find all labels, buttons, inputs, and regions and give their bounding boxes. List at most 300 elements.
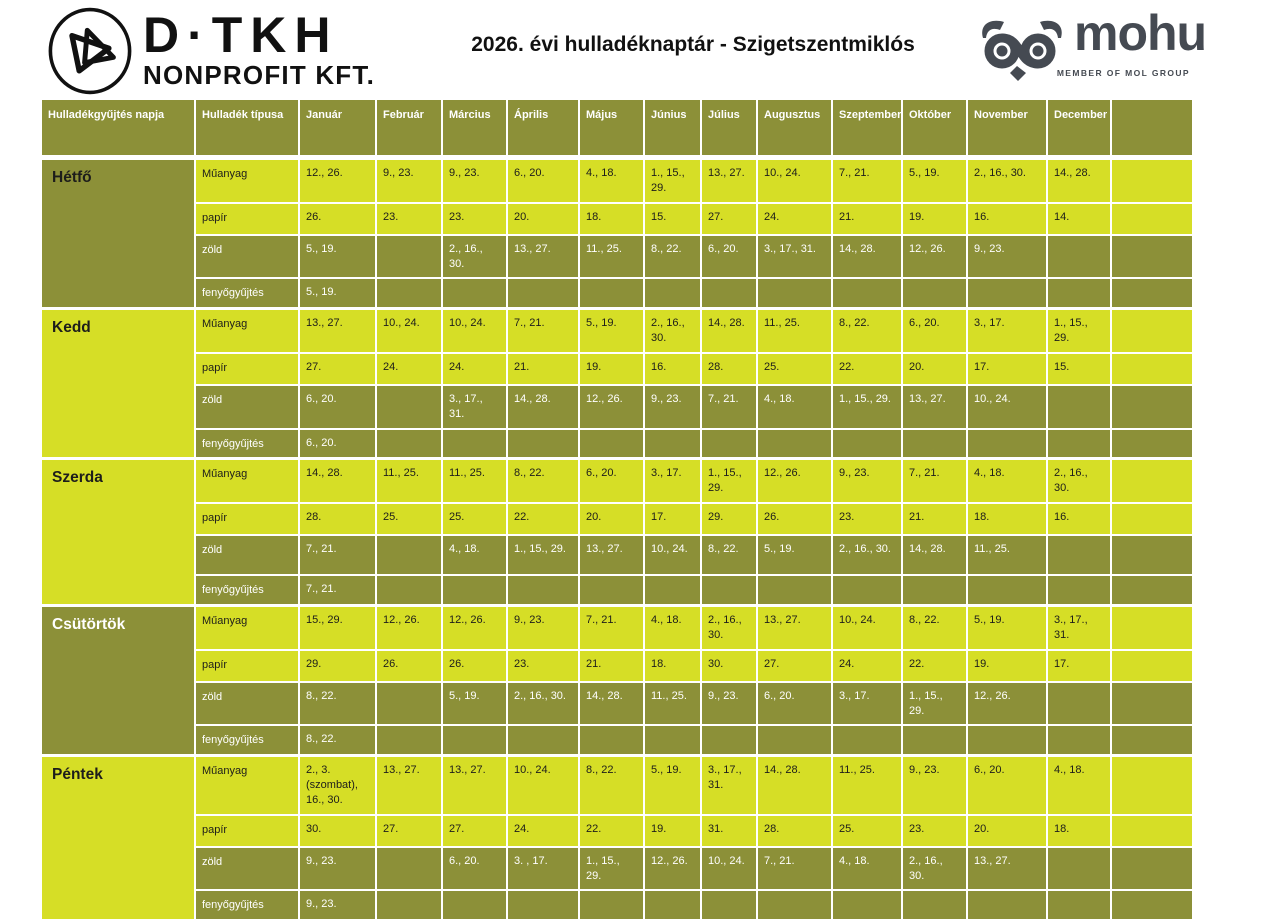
- date-cell: 1., 15., 29.: [903, 683, 966, 725]
- date-cell: 14.: [1048, 204, 1110, 234]
- waste-type-label: fenyőgyűjtés: [196, 891, 298, 919]
- date-cell: 30.: [702, 651, 756, 681]
- date-cell: 12., 26.: [580, 386, 643, 428]
- date-cell: 12., 26.: [300, 160, 375, 202]
- day-block: [42, 460, 1192, 604]
- date-cell: 7., 21.: [300, 536, 375, 574]
- date-cell: 10., 24.: [443, 310, 506, 352]
- date-cell-empty: [758, 891, 831, 919]
- trailing-empty-cell: [1112, 236, 1192, 278]
- column-header: Hulladék típusa: [196, 100, 298, 155]
- column-header: Március: [443, 100, 506, 155]
- date-cell: 21.: [903, 504, 966, 534]
- date-cell: 7., 21.: [903, 460, 966, 502]
- date-cell: 2., 16., 30.: [443, 236, 506, 278]
- mohu-owl-icon: [976, 16, 1068, 82]
- date-cell: 3., 17., 31.: [758, 236, 831, 278]
- date-cell-empty: [377, 576, 441, 604]
- date-cell-empty: [443, 891, 506, 919]
- trailing-empty-cell: [1112, 683, 1192, 725]
- date-cell: 27.: [300, 354, 375, 384]
- date-cell: 26.: [377, 651, 441, 681]
- date-cell: 13., 27.: [508, 236, 578, 278]
- date-cell: 17.: [1048, 651, 1110, 681]
- date-cell: 4., 18.: [580, 160, 643, 202]
- dtkh-logotype: [143, 7, 376, 90]
- date-cell-empty: [833, 279, 901, 307]
- date-cell: 28.: [300, 504, 375, 534]
- date-cell: 12., 26.: [903, 236, 966, 278]
- date-cell-empty: [968, 430, 1046, 458]
- date-cell: 8., 22.: [833, 310, 901, 352]
- date-cell: 9., 23.: [300, 848, 375, 890]
- date-cell: 6., 20.: [758, 683, 831, 725]
- date-cell: 5., 19.: [300, 279, 375, 307]
- date-cell: 23.: [377, 204, 441, 234]
- date-cell: 7., 21.: [833, 160, 901, 202]
- date-cell: 14., 28.: [1048, 160, 1110, 202]
- date-cell-empty: [833, 891, 901, 919]
- date-cell: 5., 19.: [968, 607, 1046, 649]
- date-cell: 24.: [833, 651, 901, 681]
- date-cell: 2., 16., 30.: [903, 848, 966, 890]
- date-cell: 12., 26.: [443, 607, 506, 649]
- date-cell: 21.: [580, 651, 643, 681]
- date-cell: 14., 28.: [300, 460, 375, 502]
- date-cell: 2., 16., 30.: [645, 310, 700, 352]
- date-cell: 14., 28.: [833, 236, 901, 278]
- trailing-empty-cell: [1112, 204, 1192, 234]
- date-cell: 13., 27.: [758, 607, 831, 649]
- date-cell: 13., 27.: [300, 310, 375, 352]
- date-cell: 5., 19.: [443, 683, 506, 725]
- waste-type-label: papír: [196, 816, 298, 846]
- date-cell: 9., 23.: [903, 757, 966, 814]
- date-cell-empty: [758, 279, 831, 307]
- date-cell-empty: [443, 430, 506, 458]
- date-cell: 2., 16., 30.: [508, 683, 578, 725]
- date-cell: 26.: [443, 651, 506, 681]
- date-cell: 3., 17., 31.: [702, 757, 756, 814]
- date-cell: 4., 18.: [645, 607, 700, 649]
- date-cell-empty: [580, 726, 643, 754]
- date-cell: 13., 27.: [702, 160, 756, 202]
- date-cell: 25.: [377, 504, 441, 534]
- date-cell: 6., 20.: [903, 310, 966, 352]
- date-cell: 3., 17., 31.: [443, 386, 506, 428]
- date-cell: 22.: [903, 651, 966, 681]
- page-title: 2026. évi hulladéknaptár - Szigetszentmiklós: [471, 33, 915, 56]
- date-cell-empty: [508, 430, 578, 458]
- date-cell: 6., 20.: [300, 386, 375, 428]
- date-cell: 6., 20.: [300, 430, 375, 458]
- date-cell-empty: [702, 726, 756, 754]
- date-cell-empty: [833, 726, 901, 754]
- waste-type-label: papír: [196, 504, 298, 534]
- date-cell: 1., 15., 29.: [1048, 310, 1110, 352]
- date-cell-empty: [1048, 891, 1110, 919]
- date-cell: 6., 20.: [968, 757, 1046, 814]
- column-header: Május: [580, 100, 643, 155]
- day-block: [42, 607, 1192, 754]
- date-cell: 16.: [645, 354, 700, 384]
- date-cell: 4., 18.: [1048, 757, 1110, 814]
- date-cell: 26.: [300, 204, 375, 234]
- date-cell-empty: [1048, 576, 1110, 604]
- date-cell: 11., 25.: [645, 683, 700, 725]
- date-cell-empty: [645, 576, 700, 604]
- date-cell: 24.: [758, 204, 831, 234]
- waste-type-label: Műanyag: [196, 607, 298, 649]
- date-cell: 19.: [968, 651, 1046, 681]
- date-cell: 11., 25.: [377, 460, 441, 502]
- date-cell: 27.: [443, 816, 506, 846]
- waste-type-label: zöld: [196, 386, 298, 428]
- column-header: Hulladékgyűjtés napja: [42, 100, 194, 155]
- date-cell: 1., 15., 29.: [702, 460, 756, 502]
- date-cell: 18.: [1048, 816, 1110, 846]
- date-cell: 15.: [1048, 354, 1110, 384]
- trailing-empty-cell: [1112, 354, 1192, 384]
- trailing-empty-cell: [1112, 536, 1192, 574]
- date-cell: 2., 16., 30.: [833, 536, 901, 574]
- column-header: Július: [702, 100, 756, 155]
- trailing-empty-cell: [1112, 430, 1192, 458]
- dtkh-recycle-logo-icon: [45, 6, 135, 96]
- date-cell: 6., 20.: [580, 460, 643, 502]
- date-cell: 3., 17.: [645, 460, 700, 502]
- date-cell: 30.: [300, 816, 375, 846]
- date-cell-empty: [903, 891, 966, 919]
- date-cell-empty: [968, 726, 1046, 754]
- date-cell: 14., 28.: [580, 683, 643, 725]
- date-cell-empty: [377, 430, 441, 458]
- date-cell-empty: [377, 536, 441, 574]
- date-cell: 12., 26.: [758, 460, 831, 502]
- date-cell: 26.: [758, 504, 831, 534]
- date-cell: 19.: [645, 816, 700, 846]
- day-label: Csütörtök: [42, 607, 194, 754]
- date-cell: 5., 19.: [300, 236, 375, 278]
- date-cell: 31.: [702, 816, 756, 846]
- date-cell: 2., 16., 30.: [1048, 460, 1110, 502]
- page-banner: [0, 0, 1263, 100]
- day-label: Kedd: [42, 310, 194, 457]
- date-cell-empty: [377, 891, 441, 919]
- date-cell: 8., 22.: [903, 607, 966, 649]
- date-cell: 11., 25.: [443, 460, 506, 502]
- waste-type-label: Műanyag: [196, 757, 298, 814]
- date-cell: 21.: [508, 354, 578, 384]
- mohu-logo: [976, 5, 1207, 90]
- column-header: November: [968, 100, 1046, 155]
- date-cell: 5., 19.: [645, 757, 700, 814]
- date-cell: 18.: [580, 204, 643, 234]
- date-cell: 2., 16., 30.: [968, 160, 1046, 202]
- day-label: Szerda: [42, 460, 194, 604]
- date-cell: 1., 15., 29.: [833, 386, 901, 428]
- date-cell-empty: [1048, 236, 1110, 278]
- column-header: December: [1048, 100, 1110, 155]
- date-cell: 27.: [377, 816, 441, 846]
- date-cell-empty: [758, 726, 831, 754]
- date-cell: 24.: [508, 816, 578, 846]
- trailing-empty-cell: [1112, 386, 1192, 428]
- trailing-empty-cell: [1112, 279, 1192, 307]
- calendar-header-row: [42, 100, 1192, 155]
- date-cell: 8., 22.: [300, 683, 375, 725]
- date-cell-empty: [645, 279, 700, 307]
- waste-type-label: zöld: [196, 236, 298, 278]
- date-cell: 16.: [968, 204, 1046, 234]
- date-cell: 4., 18.: [833, 848, 901, 890]
- date-cell-empty: [903, 726, 966, 754]
- date-cell: 20.: [903, 354, 966, 384]
- date-cell: 6., 20.: [508, 160, 578, 202]
- date-cell: 8., 22.: [702, 536, 756, 574]
- date-cell-empty: [580, 430, 643, 458]
- date-cell-empty: [377, 279, 441, 307]
- date-cell: 7., 21.: [508, 310, 578, 352]
- date-cell: 9., 23.: [377, 160, 441, 202]
- date-cell-empty: [580, 891, 643, 919]
- date-cell: 9., 23.: [645, 386, 700, 428]
- date-cell: 12., 26.: [968, 683, 1046, 725]
- date-cell-empty: [1048, 683, 1110, 725]
- trailing-empty-cell: [1112, 651, 1192, 681]
- column-header: Augusztus: [758, 100, 831, 155]
- date-cell-empty: [645, 891, 700, 919]
- date-cell: 1., 15., 29.: [508, 536, 578, 574]
- date-cell: 7., 21.: [702, 386, 756, 428]
- date-cell-empty: [580, 279, 643, 307]
- date-cell: 24.: [443, 354, 506, 384]
- date-cell: 28.: [702, 354, 756, 384]
- date-cell: 3., 17., 31.: [1048, 607, 1110, 649]
- date-cell: 14., 28.: [903, 536, 966, 574]
- date-cell: 24.: [377, 354, 441, 384]
- dtkh-subtitle: NONPROFIT KFT.: [143, 60, 376, 90]
- date-cell-empty: [702, 430, 756, 458]
- date-cell: 16.: [1048, 504, 1110, 534]
- mohu-wordmark: mohu: [1074, 5, 1207, 61]
- trailing-empty-cell: [1112, 310, 1192, 352]
- date-cell: 15., 29.: [300, 607, 375, 649]
- date-cell-empty: [758, 576, 831, 604]
- date-cell: 29.: [300, 651, 375, 681]
- date-cell: 9., 23.: [702, 683, 756, 725]
- date-cell-empty: [508, 726, 578, 754]
- date-cell: 11., 25.: [968, 536, 1046, 574]
- date-cell: 20.: [508, 204, 578, 234]
- date-cell: 27.: [758, 651, 831, 681]
- date-cell: 3. , 17.: [508, 848, 578, 890]
- date-cell: 5., 19.: [758, 536, 831, 574]
- date-cell-empty: [1048, 386, 1110, 428]
- trailing-empty-cell: [1112, 816, 1192, 846]
- date-cell: 10., 24.: [702, 848, 756, 890]
- date-cell: 2., 16., 30.: [702, 607, 756, 649]
- date-cell-empty: [377, 726, 441, 754]
- date-cell: 4., 18.: [443, 536, 506, 574]
- waste-type-label: Műanyag: [196, 160, 298, 202]
- date-cell-empty: [1048, 848, 1110, 890]
- column-header: Április: [508, 100, 578, 155]
- date-cell: 10., 24.: [377, 310, 441, 352]
- date-cell-empty: [443, 726, 506, 754]
- date-cell: 14., 28.: [508, 386, 578, 428]
- date-cell: 19.: [580, 354, 643, 384]
- date-cell: 9., 23.: [443, 160, 506, 202]
- date-cell-empty: [443, 576, 506, 604]
- date-cell: 20.: [580, 504, 643, 534]
- date-cell: 1., 15., 29.: [645, 160, 700, 202]
- trailing-empty-cell: [1112, 160, 1192, 202]
- waste-type-label: fenyőgyűjtés: [196, 279, 298, 307]
- waste-type-label: zöld: [196, 536, 298, 574]
- date-cell: 1., 15., 29.: [580, 848, 643, 890]
- date-cell: 7., 21.: [300, 576, 375, 604]
- mohu-subtitle: MEMBER OF MOL GROUP: [1056, 68, 1190, 78]
- date-cell-empty: [377, 848, 441, 890]
- date-cell: 14., 28.: [758, 757, 831, 814]
- date-cell: 22.: [508, 504, 578, 534]
- date-cell: 25.: [833, 816, 901, 846]
- day-block: [42, 160, 1192, 307]
- date-cell: 13., 27.: [968, 848, 1046, 890]
- waste-type-label: papír: [196, 354, 298, 384]
- date-cell: 8., 22.: [580, 757, 643, 814]
- date-cell: 17.: [645, 504, 700, 534]
- date-cell: 23.: [443, 204, 506, 234]
- date-cell-empty: [1048, 726, 1110, 754]
- date-cell: 10., 24.: [645, 536, 700, 574]
- date-cell: 7., 21.: [758, 848, 831, 890]
- date-cell: 20.: [968, 816, 1046, 846]
- date-cell-empty: [702, 279, 756, 307]
- date-cell: 22.: [580, 816, 643, 846]
- trailing-empty-cell: [1112, 848, 1192, 890]
- date-cell: 3., 17.: [833, 683, 901, 725]
- waste-type-label: zöld: [196, 683, 298, 725]
- date-cell: 12., 26.: [645, 848, 700, 890]
- date-cell: 29.: [702, 504, 756, 534]
- waste-type-label: fenyőgyűjtés: [196, 726, 298, 754]
- day-block: [42, 757, 1192, 919]
- date-cell: 15.: [645, 204, 700, 234]
- trailing-empty-cell: [1112, 607, 1192, 649]
- calendar-table: [42, 100, 1192, 922]
- date-cell: 6., 20.: [443, 848, 506, 890]
- date-cell-empty: [702, 576, 756, 604]
- waste-type-label: zöld: [196, 848, 298, 890]
- date-cell: 27.: [702, 204, 756, 234]
- day-block: [42, 310, 1192, 457]
- date-cell: 23.: [903, 816, 966, 846]
- date-cell: 4., 18.: [758, 386, 831, 428]
- date-cell-empty: [833, 576, 901, 604]
- date-cell: 7., 21.: [580, 607, 643, 649]
- date-cell: 11., 25.: [833, 757, 901, 814]
- date-cell-empty: [758, 430, 831, 458]
- date-cell-empty: [1048, 279, 1110, 307]
- date-cell: 9., 23.: [300, 891, 375, 919]
- date-cell: 2., 3. (szombat), 16., 30.: [300, 757, 375, 814]
- trailing-empty-cell: [1112, 576, 1192, 604]
- date-cell-empty: [377, 386, 441, 428]
- date-cell: 25.: [443, 504, 506, 534]
- date-cell: 23.: [508, 651, 578, 681]
- date-cell: 19.: [903, 204, 966, 234]
- date-cell: 5., 19.: [903, 160, 966, 202]
- date-cell-empty: [903, 279, 966, 307]
- date-cell: 13., 27.: [580, 536, 643, 574]
- date-cell-empty: [1048, 536, 1110, 574]
- date-cell-empty: [903, 576, 966, 604]
- date-cell-empty: [903, 430, 966, 458]
- date-cell: 9., 23.: [508, 607, 578, 649]
- date-cell-empty: [968, 279, 1046, 307]
- waste-type-label: Műanyag: [196, 310, 298, 352]
- date-cell: 13., 27.: [377, 757, 441, 814]
- date-cell-empty: [968, 891, 1046, 919]
- date-cell: 28.: [758, 816, 831, 846]
- dtkh-wordmark: D·TKH: [143, 7, 339, 63]
- date-cell: 25.: [758, 354, 831, 384]
- waste-type-label: papír: [196, 204, 298, 234]
- date-cell: 10., 24.: [833, 607, 901, 649]
- column-header-empty: [1112, 100, 1192, 155]
- date-cell: 18.: [968, 504, 1046, 534]
- date-cell-empty: [580, 576, 643, 604]
- date-cell: 9., 23.: [833, 460, 901, 502]
- date-cell-empty: [702, 891, 756, 919]
- date-cell: 3., 17.: [968, 310, 1046, 352]
- date-cell: 23.: [833, 504, 901, 534]
- date-cell-empty: [508, 891, 578, 919]
- date-cell: 10., 24.: [758, 160, 831, 202]
- trailing-empty-cell: [1112, 726, 1192, 754]
- date-cell: 9., 23.: [968, 236, 1046, 278]
- date-cell-empty: [377, 683, 441, 725]
- date-cell: 6., 20.: [702, 236, 756, 278]
- date-cell: 13., 27.: [443, 757, 506, 814]
- date-cell: 8., 22.: [300, 726, 375, 754]
- date-cell: 17.: [968, 354, 1046, 384]
- date-cell: 4., 18.: [968, 460, 1046, 502]
- date-cell: 5., 19.: [580, 310, 643, 352]
- date-cell-empty: [645, 726, 700, 754]
- date-cell: 18.: [645, 651, 700, 681]
- date-cell-empty: [443, 279, 506, 307]
- trailing-empty-cell: [1112, 460, 1192, 502]
- date-cell-empty: [508, 576, 578, 604]
- date-cell: 13., 27.: [903, 386, 966, 428]
- date-cell: 10., 24.: [508, 757, 578, 814]
- date-cell: 14., 28.: [702, 310, 756, 352]
- waste-type-label: fenyőgyűjtés: [196, 576, 298, 604]
- date-cell: 8., 22.: [645, 236, 700, 278]
- date-cell: 8., 22.: [508, 460, 578, 502]
- day-label: Hétfő: [42, 160, 194, 307]
- date-cell: 11., 25.: [580, 236, 643, 278]
- trailing-empty-cell: [1112, 891, 1192, 919]
- date-cell-empty: [508, 279, 578, 307]
- date-cell-empty: [968, 576, 1046, 604]
- date-cell-empty: [377, 236, 441, 278]
- waste-type-label: papír: [196, 651, 298, 681]
- date-cell: 12., 26.: [377, 607, 441, 649]
